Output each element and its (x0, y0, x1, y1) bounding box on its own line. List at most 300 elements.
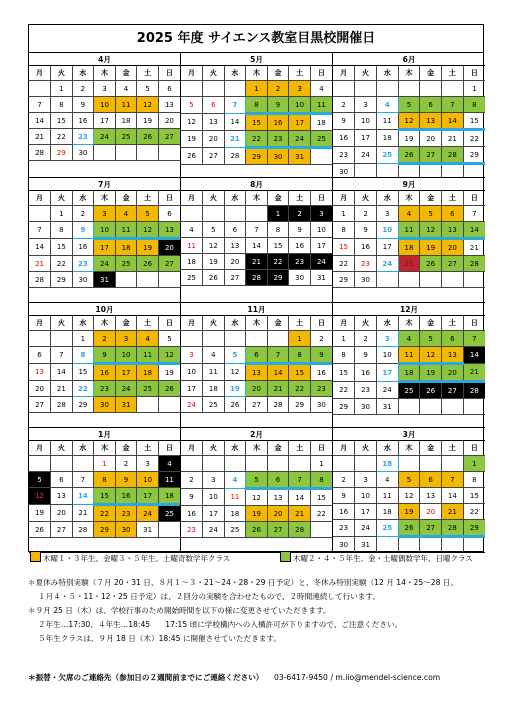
weekday-header: 火 (203, 316, 225, 331)
weekday-header: 日 (463, 66, 485, 81)
day-cell: 8 (72, 347, 94, 364)
day-cell (29, 206, 51, 222)
weekday-header: 日 (310, 191, 332, 206)
day-cell: 2 (94, 331, 116, 347)
day-cell: 26 (420, 382, 442, 399)
day-cell: 20 (420, 504, 442, 520)
day-cell: 17 (94, 113, 116, 129)
day-cell: 19 (420, 364, 442, 382)
day-cell: 12 (203, 238, 225, 254)
day-cell: 30 (72, 272, 94, 288)
weekday-header: 水 (72, 191, 94, 206)
day-cell: 17 (137, 488, 159, 505)
day-cell: 6 (203, 97, 225, 114)
day-cell (420, 272, 442, 288)
day-cell: 6 (224, 222, 246, 238)
day-cell (442, 81, 464, 97)
week-row (333, 81, 485, 97)
week-row (333, 382, 485, 399)
week-row (29, 222, 180, 239)
day-cell: 9 (72, 97, 94, 113)
day-cell: 13 (224, 238, 246, 254)
day-cell: 28 (29, 145, 51, 161)
week-row (333, 206, 485, 222)
day-cell: 22 (333, 256, 355, 272)
day-cell: 24 (115, 381, 137, 397)
day-cell: 28 (442, 147, 464, 164)
day-cell: 1 (267, 206, 289, 222)
day-cell: 30 (310, 397, 332, 413)
day-cell (398, 81, 420, 97)
note-line-4: ２年生…17:30、４年生…18:45 17:15 頃に学校構内への入構許可が下りますので、ご注意ください。 (38, 620, 403, 629)
day-cell: 9 (310, 347, 332, 364)
day-cell: 21 (463, 239, 485, 256)
day-cell (224, 456, 246, 472)
weekday-header: 月 (29, 66, 51, 81)
weekday-header: 金 (115, 441, 137, 456)
day-cell: 24 (181, 397, 203, 413)
day-cell: 12 (137, 222, 159, 239)
day-cell: 12 (420, 222, 442, 239)
legend-green-label: 木曜２・４・５年生、金・土曜偶数学年、日曜クラス (293, 554, 473, 563)
week-row (333, 256, 485, 272)
day-cell: 12 (137, 97, 159, 113)
week-row (333, 520, 485, 537)
day-cell: 6 (267, 472, 289, 489)
day-cell: 16 (333, 130, 355, 147)
day-cell: 21 (29, 129, 51, 145)
weekday-header: 水 (72, 316, 94, 331)
week-row (29, 331, 180, 347)
day-cell (224, 331, 246, 347)
day-cell (355, 81, 377, 97)
day-cell: 12 (420, 347, 442, 364)
day-cell: 19 (398, 504, 420, 520)
weekday-header: 月 (29, 316, 51, 331)
day-cell (29, 331, 51, 347)
weekday-header: 火 (203, 66, 225, 81)
day-cell: 17 (355, 504, 377, 520)
day-cell: 23 (94, 381, 116, 397)
day-cell: 21 (246, 254, 268, 270)
weekday-header: 月 (181, 316, 203, 331)
weekday-header: 火 (51, 191, 73, 206)
note-line-1: ＊夏休み特別実験（７月 20・31 日、８月１～３・21～24・28・29 日予定）と、冬休み特別実験（12 月 14・25～28 日、 (28, 578, 459, 587)
day-cell (398, 399, 420, 415)
day-cell: 21 (72, 505, 94, 522)
day-cell (158, 522, 180, 538)
day-cell: 1 (51, 206, 73, 222)
day-cell: 27 (158, 256, 180, 272)
day-cell: 5 (246, 472, 268, 489)
day-cell: 10 (355, 488, 377, 504)
day-cell: 27 (420, 147, 442, 164)
weekday-header: 金 (267, 316, 289, 331)
day-cell: 23 (333, 520, 355, 537)
weekday-header: 木 (94, 316, 116, 331)
day-cell: 6 (158, 206, 180, 222)
weekday-header: 月 (181, 191, 203, 206)
day-cell: 23 (355, 256, 377, 272)
month-calendar (181, 53, 333, 178)
weekday-header: 木 (94, 441, 116, 456)
day-cell: 7 (463, 331, 485, 347)
day-cell: 7 (51, 347, 73, 364)
day-cell: 6 (420, 472, 442, 488)
day-cell: 5 (398, 97, 420, 113)
day-cell: 2 (72, 206, 94, 222)
day-cell: 1 (246, 81, 268, 97)
month-calendar (29, 53, 181, 178)
day-cell: 15 (333, 239, 355, 256)
day-cell: 13 (158, 222, 180, 239)
day-cell: 15 (310, 489, 332, 506)
day-cell: 9 (72, 222, 94, 239)
contact-email[interactable]: / m.iio@mendel-science.com (330, 673, 441, 682)
contact-phone[interactable]: 03-6417-9450 (273, 673, 328, 682)
day-cell (420, 164, 442, 179)
day-cell: 26 (181, 148, 203, 165)
day-cell: 14 (224, 114, 246, 131)
day-cell: 18 (398, 239, 420, 256)
month-table (333, 441, 485, 553)
day-cell: 10 (181, 364, 203, 381)
day-cell: 16 (355, 239, 377, 256)
day-cell: 22 (51, 129, 73, 145)
weekday-header: 水 (376, 316, 398, 331)
weekday-header: 水 (224, 441, 246, 456)
day-cell: 15 (51, 113, 73, 129)
calendar-frame (28, 24, 484, 552)
day-cell: 31 (355, 537, 377, 554)
day-cell: 7 (29, 97, 51, 113)
day-cell (420, 456, 442, 472)
weekday-header: 火 (203, 441, 225, 456)
weekday-header: 土 (442, 191, 464, 206)
weekday-header: 木 (246, 441, 268, 456)
day-cell: 16 (355, 364, 377, 382)
day-cell: 20 (158, 113, 180, 129)
day-cell: 27 (267, 522, 289, 538)
day-cell (267, 456, 289, 472)
week-row (181, 489, 332, 506)
day-cell: 7 (224, 97, 246, 114)
day-cell: 6 (158, 81, 180, 97)
day-cell (398, 164, 420, 179)
month-title: 9月 (333, 178, 485, 191)
day-cell: 7 (442, 97, 464, 113)
week-row (29, 81, 180, 97)
day-cell: 26 (29, 522, 51, 538)
day-cell: 30 (333, 164, 355, 179)
month-table (181, 66, 332, 165)
day-cell (420, 81, 442, 97)
day-cell: 6 (420, 97, 442, 113)
week-row (29, 488, 180, 505)
note-line-3: ＊９月 25 日（木）は、学校行事のため開始時間を以下の様に変更させていただきます。 (28, 606, 331, 615)
day-cell: 11 (310, 97, 332, 114)
day-cell: 17 (310, 238, 332, 254)
day-cell: 12 (246, 489, 268, 506)
day-cell: 1 (333, 206, 355, 222)
day-cell: 16 (115, 488, 137, 505)
week-row (181, 364, 332, 381)
weekday-header: 金 (420, 66, 442, 81)
day-cell: 15 (246, 114, 268, 131)
weekday-header: 月 (333, 66, 355, 81)
week-row (181, 114, 332, 131)
day-cell: 14 (463, 222, 485, 239)
day-cell (310, 522, 332, 538)
day-cell (51, 331, 73, 347)
weekday-header: 水 (376, 191, 398, 206)
day-cell: 24 (355, 520, 377, 537)
day-cell: 27 (203, 148, 225, 165)
day-cell: 18 (398, 364, 420, 382)
day-cell: 6 (29, 347, 51, 364)
weekday-header: 金 (115, 66, 137, 81)
day-cell: 4 (181, 222, 203, 238)
day-cell: 3 (289, 81, 311, 97)
day-cell: 27 (442, 382, 464, 399)
week-row (181, 270, 332, 286)
day-cell: 22 (246, 131, 268, 148)
weekday-header: 月 (29, 191, 51, 206)
day-cell: 5 (420, 206, 442, 222)
day-cell: 15 (267, 238, 289, 254)
day-cell: 19 (203, 254, 225, 270)
day-cell: 28 (246, 270, 268, 286)
day-cell: 5 (29, 472, 51, 488)
day-cell: 9 (181, 489, 203, 506)
weekday-header: 土 (137, 191, 159, 206)
day-cell: 26 (420, 256, 442, 272)
day-cell (355, 456, 377, 472)
day-cell: 31 (289, 148, 311, 165)
week-row (181, 206, 332, 222)
weekday-header: 金 (267, 441, 289, 456)
day-cell: 26 (398, 520, 420, 537)
day-cell: 17 (355, 130, 377, 147)
day-cell: 12 (398, 113, 420, 130)
week-row (333, 331, 485, 347)
weekday-header: 日 (463, 191, 485, 206)
week-row (181, 148, 332, 165)
day-cell: 26 (137, 129, 159, 145)
day-cell: 29 (463, 147, 485, 164)
weekday-header: 木 (398, 441, 420, 456)
day-cell (51, 456, 73, 472)
day-cell: 4 (115, 81, 137, 97)
day-cell (137, 145, 159, 161)
day-cell: 18 (310, 114, 332, 131)
day-cell: 9 (333, 113, 355, 130)
month-calendar (181, 428, 333, 553)
day-cell: 5 (398, 472, 420, 488)
day-cell (137, 272, 159, 288)
day-cell: 30 (355, 272, 377, 288)
day-cell: 9 (355, 222, 377, 239)
weekday-header: 木 (94, 66, 116, 81)
weekday-header: 金 (115, 316, 137, 331)
day-cell: 1 (463, 456, 485, 472)
day-cell: 20 (203, 131, 225, 148)
day-cell: 8 (246, 97, 268, 114)
month-title: 8月 (181, 178, 332, 191)
day-cell: 21 (463, 364, 485, 382)
week-row (181, 456, 332, 472)
day-cell (203, 331, 225, 347)
day-cell: 13 (246, 364, 268, 381)
day-cell: 24 (376, 382, 398, 399)
day-cell: 26 (246, 522, 268, 538)
day-cell: 13 (420, 113, 442, 130)
month-calendar (333, 428, 485, 553)
day-cell: 2 (355, 331, 377, 347)
day-cell: 1 (289, 331, 311, 347)
day-cell: 19 (29, 505, 51, 522)
day-cell: 8 (94, 472, 116, 488)
week-row (333, 97, 485, 113)
day-cell: 2 (355, 206, 377, 222)
day-cell: 30 (72, 145, 94, 161)
month-calendar (181, 303, 333, 428)
contact-line (28, 672, 498, 683)
day-cell: 9 (115, 472, 137, 488)
day-cell: 30 (333, 537, 355, 554)
weekday-header: 水 (72, 441, 94, 456)
day-cell: 11 (181, 238, 203, 254)
day-cell: 13 (442, 222, 464, 239)
day-cell: 15 (463, 113, 485, 130)
day-cell: 31 (376, 399, 398, 415)
day-cell: 2 (267, 81, 289, 97)
day-cell (442, 164, 464, 179)
day-cell: 26 (137, 256, 159, 272)
month-table (333, 66, 485, 178)
day-cell: 21 (267, 381, 289, 397)
week-row (333, 488, 485, 504)
day-cell: 16 (72, 113, 94, 129)
legend-green (280, 551, 473, 567)
day-cell: 29 (333, 272, 355, 288)
day-cell: 24 (137, 505, 159, 522)
day-cell: 25 (224, 522, 246, 538)
day-cell: 21 (51, 381, 73, 397)
day-cell: 12 (224, 364, 246, 381)
day-cell: 12 (29, 488, 51, 505)
weekday-header: 月 (29, 441, 51, 456)
day-cell: 19 (137, 239, 159, 256)
day-cell: 17 (115, 364, 137, 381)
day-cell: 18 (137, 364, 159, 381)
weekday-header: 水 (376, 441, 398, 456)
day-cell: 1 (463, 81, 485, 97)
day-cell: 17 (181, 381, 203, 397)
day-cell (181, 81, 203, 97)
day-cell: 3 (355, 472, 377, 488)
day-cell: 1 (310, 456, 332, 472)
day-cell: 24 (203, 522, 225, 538)
day-cell: 7 (246, 222, 268, 238)
weekday-header: 金 (115, 191, 137, 206)
weekday-header: 金 (267, 191, 289, 206)
day-cell: 28 (267, 397, 289, 413)
week-row (333, 130, 485, 147)
week-row (29, 129, 180, 145)
day-cell: 28 (463, 382, 485, 399)
weekday-header: 月 (333, 191, 355, 206)
day-cell: 9 (333, 488, 355, 504)
month-calendar (29, 303, 181, 428)
day-cell: 5 (158, 331, 180, 347)
weekday-header: 日 (463, 441, 485, 456)
week-row (29, 505, 180, 522)
day-cell: 29 (51, 272, 73, 288)
day-cell (203, 81, 225, 97)
day-cell: 14 (246, 238, 268, 254)
month-table (29, 66, 180, 161)
day-cell (442, 399, 464, 415)
day-cell: 5 (181, 97, 203, 114)
month-title: 4月 (29, 53, 180, 66)
weekday-header: 土 (442, 66, 464, 81)
week-row (181, 397, 332, 413)
day-cell (181, 331, 203, 347)
weekday-header: 土 (137, 441, 159, 456)
day-cell: 13 (51, 488, 73, 505)
day-cell: 17 (289, 114, 311, 131)
day-cell: 18 (376, 504, 398, 520)
day-cell: 11 (376, 488, 398, 504)
weekday-header: 火 (355, 441, 377, 456)
legend-orange-label: 木曜１・３年生、金曜３・５年生、土曜奇数学年クラス (43, 554, 231, 563)
month-title: 5月 (181, 53, 332, 66)
weekday-header: 日 (463, 316, 485, 331)
day-cell: 22 (94, 505, 116, 522)
day-cell: 25 (115, 129, 137, 145)
weekday-header: 火 (51, 316, 73, 331)
day-cell: 19 (158, 364, 180, 381)
month-title: 2月 (181, 428, 332, 441)
day-cell: 29 (51, 145, 73, 161)
day-cell: 8 (333, 347, 355, 364)
day-cell: 25 (398, 256, 420, 272)
day-cell: 10 (137, 472, 159, 488)
day-cell: 12 (158, 347, 180, 364)
day-cell: 29 (463, 520, 485, 537)
day-cell: 25 (115, 256, 137, 272)
weekday-header: 日 (310, 66, 332, 81)
weekday-header: 土 (137, 316, 159, 331)
day-cell: 24 (94, 129, 116, 145)
weekday-header: 日 (158, 66, 180, 81)
day-cell: 9 (94, 347, 116, 364)
weekday-header: 水 (72, 66, 94, 81)
day-cell (224, 206, 246, 222)
week-row (333, 272, 485, 288)
day-cell: 3 (203, 472, 225, 489)
week-row (29, 272, 180, 288)
day-cell: 10 (203, 489, 225, 506)
day-cell: 23 (355, 382, 377, 399)
day-cell: 3 (376, 331, 398, 347)
weekday-header: 金 (420, 441, 442, 456)
day-cell: 18 (181, 254, 203, 270)
weekday-header: 土 (137, 66, 159, 81)
day-cell: 20 (267, 506, 289, 522)
month-title: 7月 (29, 178, 180, 191)
